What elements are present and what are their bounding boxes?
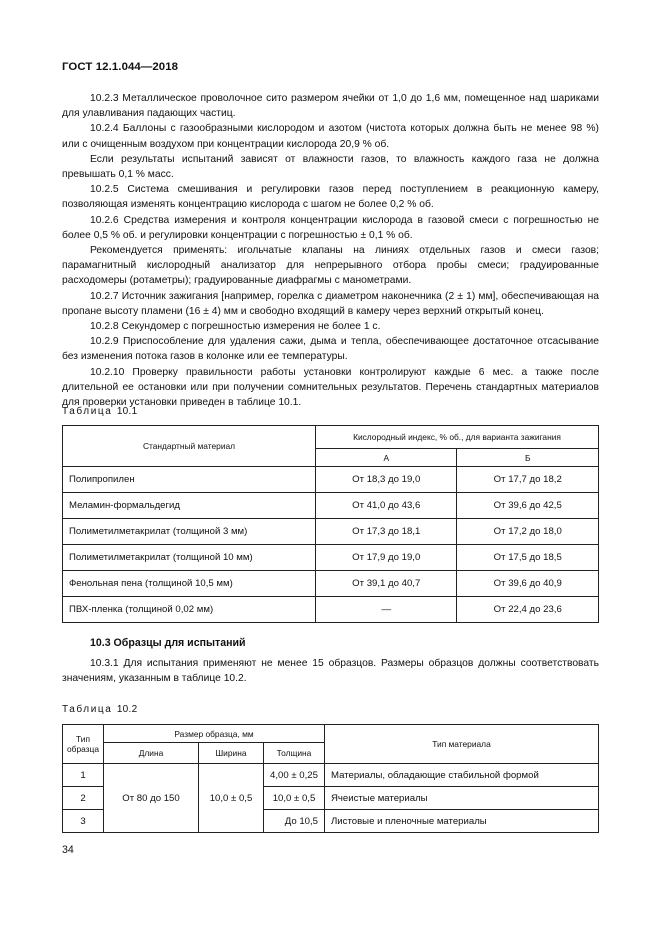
table2-caption	[62, 704, 137, 715]
table2-cell-type: 2	[63, 787, 104, 810]
paragraph: 10.2.3 Металлическое проволочное сито размером ячейки от 1,0 до 1,6 мм, помещенное над шариками для улавливания падающих частиц.	[62, 93, 599, 120]
page-number: 34	[62, 844, 74, 856]
table2-cell-thickness: 4,00 ± 0,25	[264, 764, 325, 787]
table2-cell-width: 10,0 ± 0,5	[199, 764, 264, 833]
table1-cell-a: От 39,1 до 40,7	[316, 571, 457, 597]
table1-cell-a: —	[316, 597, 457, 623]
table1-cell-material: Меламин-формальдегид	[63, 493, 316, 519]
paragraph: Рекомендуется применять: игольчатые клапаны на линиях отдельных газов и смеси газов; парамагнитный кислородный анализатор для непрерывного отбора пробы смеси; градуированные расходомеры (ротаметры); градуированные диафрагмы с манометрами.	[62, 245, 599, 287]
table1-header-index: Кислородный индекс, % об., для варианта зажигания	[316, 426, 599, 449]
table1-caption-number: 10.1	[116, 406, 138, 417]
section-title: 10.3 Образцы для испытаний	[90, 637, 246, 649]
paragraph: 10.2.10 Проверку правильности работы установки контролируют каждые 6 мес. а также после длительной ее остановки или при получении сомнительных результатов. Перечень стандартных материалов для проверки установки приведен в таблице 10.1.	[62, 366, 599, 409]
table1-cell-a: От 41,0 до 43,6	[316, 493, 457, 519]
table-row	[63, 597, 599, 623]
table-10-2	[62, 724, 599, 833]
table-row	[63, 467, 599, 493]
table1-cell-material: ПВХ-пленка (толщиной 0,02 мм)	[63, 597, 316, 623]
table2-header-type: Тип образца	[63, 725, 104, 764]
paragraph: 10.2.4 Баллоны с газообразными кислородом и азотом (чистота которых должна быть не менее 98 %) или с очищенным воздухом при концентрации кислорода 20,9 % об.	[62, 123, 599, 150]
table1-cell-material: Фенольная пена (толщиной 10,5 мм)	[63, 571, 316, 597]
paragraph: 10.2.6 Средства измерения и контроля концентрации кислорода в газовой смеси с погрешностью не более 0,5 % об. и регулировки концентрации с погрешностью ± 0,1 % об.	[62, 214, 599, 241]
table2-cell-material: Ячеистые материалы	[325, 787, 599, 810]
table-row	[63, 493, 599, 519]
section-body	[62, 656, 599, 686]
table2-caption-label: Таблица	[62, 704, 113, 715]
table2-header-length: Длина	[104, 743, 199, 764]
table2-cell-type: 1	[63, 764, 104, 787]
table2-cell-thickness: До 10,5	[264, 810, 325, 833]
paragraph: Если результаты испытаний зависят от влажности газов, то влажность каждого газа не должна превышать 0,1 % масс.	[62, 153, 599, 181]
table-row	[63, 571, 599, 597]
table1-cell-material: Полиметилметакрилат (толщиной 3 мм)	[63, 519, 316, 545]
table1-header-variant-b: Б	[457, 449, 599, 467]
table1-header-material: Стандартный материал	[63, 426, 316, 467]
paragraph: 10.3.1 Для испытания применяют не менее 15 образцов. Размеры образцов должны соответствовать значениям, указанным в таблице 10.2.	[62, 658, 599, 685]
table1-cell-b: От 22,4 до 23,6	[457, 597, 599, 623]
paragraph: 10.2.9 Приспособление для удаления сажи, дыма и тепла, обеспечивающее достаточное отсасывание без изменения потока газов в колонке или ее температуры.	[62, 336, 599, 363]
table2-caption-number: 10.2	[116, 704, 138, 715]
table2-header-material: Тип материала	[325, 725, 599, 764]
table2-cell-material: Листовые и пленочные материалы	[325, 810, 599, 833]
table1-cell-b: От 39,6 до 42,5	[457, 493, 599, 519]
table-10-1	[62, 425, 599, 623]
table1-header-variant-a: А	[316, 449, 457, 467]
table1-cell-b: От 39,6 до 40,9	[457, 571, 599, 597]
table2-cell-type: 3	[63, 810, 104, 833]
table2-cell-thickness: 10,0 ± 0,5	[264, 787, 325, 810]
table1-cell-a: От 17,3 до 18,1	[316, 519, 457, 545]
table1-cell-a: От 18,3 до 19,0	[316, 467, 457, 493]
table2-cell-material: Материалы, обладающие стабильной формой	[325, 764, 599, 787]
paragraph: 10.2.8 Секундомер с погрешностью измерения не более 1 с.	[90, 321, 381, 333]
table1-cell-a: От 17,9 до 19,0	[316, 545, 457, 571]
table1-caption	[62, 406, 137, 417]
table1-cell-b: От 17,5 до 18,5	[457, 545, 599, 571]
table-row	[63, 764, 599, 787]
table-row	[63, 545, 599, 571]
table1-caption-label: Таблица	[62, 406, 113, 417]
paragraph: 10.2.5 Система смешивания и регулировки газов перед поступлением в реакционную камеру, позволяющая изменять концентрацию кислорода с шагом не более 0,2 % об.	[62, 184, 599, 211]
table1-cell-b: От 17,7 до 18,2	[457, 467, 599, 493]
table2-header-size: Размер образца, мм	[104, 725, 325, 743]
body-text	[62, 91, 599, 410]
table2-header-thickness: Толщина	[264, 743, 325, 764]
paragraph: 10.2.7 Источник зажигания [например, горелка с диаметром наконечника (2 ± 1) мм], обеспечивающая на пропане высоту пламени (16 ± 4) мм и свободно входящий в камеру через верхний открытый конец.	[62, 290, 599, 317]
table2-cell-length: От 80 до 150	[104, 764, 199, 833]
document-header: ГОСТ 12.1.044—2018	[62, 61, 179, 73]
table2-header-width: Ширина	[199, 743, 264, 764]
table1-cell-material: Полиметилметакрилат (толщиной 10 мм)	[63, 545, 316, 571]
table-row	[63, 519, 599, 545]
table1-cell-material: Полипропилен	[63, 467, 316, 493]
table1-cell-b: От 17,2 до 18,0	[457, 519, 599, 545]
